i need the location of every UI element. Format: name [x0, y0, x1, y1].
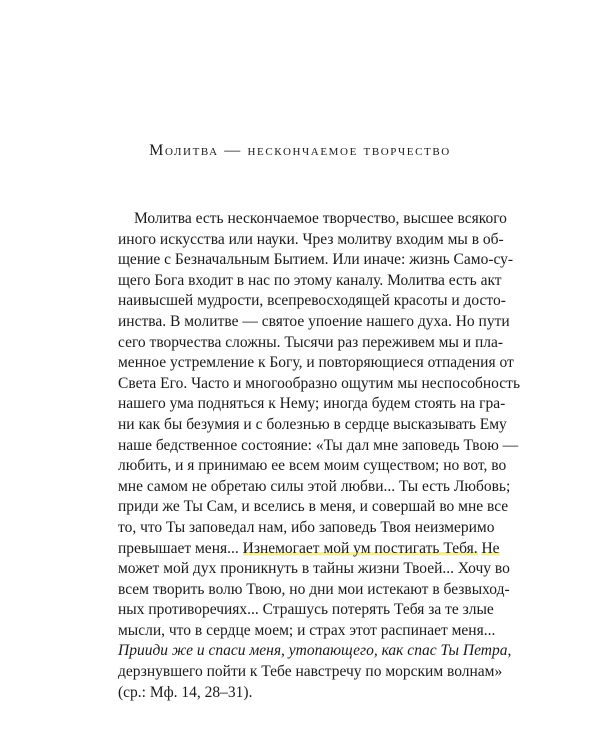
text-line: дерзнувшего пойти к Тебе навстречу по морским волнам»: [118, 663, 503, 681]
highlighted-text: Не: [481, 539, 500, 557]
italic-text-line: Прииди же и спаси меня, утопающего, как спас Ты Петра,: [118, 642, 512, 660]
text-line: менное устремление к Богу, и повторяющиеся отпадения от: [118, 354, 514, 372]
text-line: Света Его. Часто и многообразно ощутим мы неспособность: [118, 374, 521, 392]
text-line: сего творчества сложны. Тысячи раз переживем мы и пла-: [118, 333, 504, 351]
text-line: щего Бога входит в нас по этому каналу. Молитва есть акт: [118, 271, 502, 289]
text-line: мысли, что в сердце моем; и страх этот распинает меня...: [118, 621, 496, 639]
text-line: щение с Безначальным Бытием. Или иначе: жизнь Само-су-: [118, 251, 514, 269]
text-line: наивысшей мудрости, всепревосходящей красоты и досто-: [118, 292, 506, 310]
citation-line: (ср.: Мф. 14, 28–31).: [118, 683, 253, 701]
text-line: любить, и я принимаю ее всем моим существом; но вот, во: [118, 457, 507, 475]
text-line: всем творить волю Твою, но дни мои истекают в безвыход-: [118, 580, 510, 598]
text-line: Молитва есть нескончаемое творчество, высшее всякого: [134, 210, 507, 227]
text-line: то, что Ты заповедал нам, ибо заповедь Твоя неизмеримо: [118, 518, 495, 536]
chapter-title: Молитва — нескончаемое творчество: [149, 142, 451, 159]
highlighted-text: Изнемогает мой ум постигать Тебя.: [242, 539, 478, 557]
text-segment: превышает меня...: [118, 539, 239, 557]
text-line: нашего ума подняться к Нему; иногда будем стоять на гра-: [118, 395, 506, 413]
text-line: иного искусства или науки. Чрез молитву входим мы в об-: [118, 230, 504, 248]
text-line: приди же Ты Сам, и вселись в меня, и совершай во мне все: [118, 498, 509, 516]
text-line: инства. В молитве — святое упоение нашего духа. Но пути: [118, 312, 510, 330]
text-line: мне самом не обретаю силы этой любви... Ты есть Любовь;: [118, 477, 511, 495]
text-line: наше бедственное состояние: «Ты дал мне заповедь Твою —: [118, 436, 519, 454]
text-line: ни как бы безумия и с болезнью в сердце высказывать Ему: [118, 415, 507, 433]
text-line-highlighted: [118, 539, 500, 560]
text-line: ных противоречиях... Страшусь потерять Тебя за те злые: [118, 601, 494, 619]
text-line: может мой дух проникнуть в тайны жизни Твоей... Хочу во: [118, 560, 510, 578]
body-paragraph: [118, 209, 521, 703]
